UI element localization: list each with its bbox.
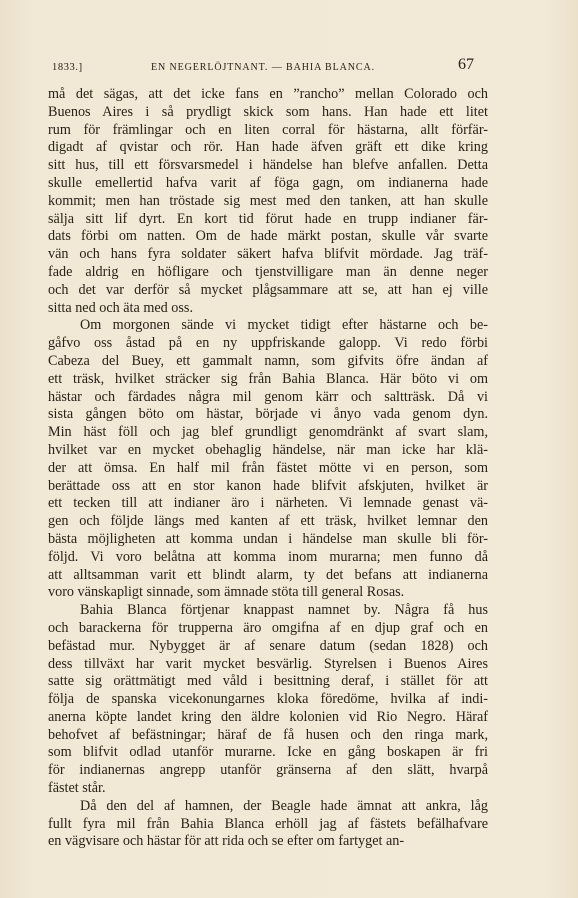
- text-line: fästet står.: [48, 780, 106, 797]
- text-line: rum för främlingar och en liten corral för hästarna, allt förfär-: [48, 121, 488, 138]
- text-line: vän och hans fyra soldater säkert hafva blifvit mördade. Jag träf-: [48, 246, 488, 263]
- text-line: fullt fyra mil från Bahia Blanca erhöll jag af fästets befälhafvare: [48, 815, 488, 832]
- text-line: skulle emellertid hafva varit af föga gagn, om indianerna hade: [48, 174, 488, 191]
- text-line: berättade oss att en stor kanon hade blifvit afskjuten, hvilket är: [48, 477, 488, 494]
- text-line: dess tillväxt har varit mycket besvärlig. Styrelsen i Buenos Aires: [48, 655, 488, 672]
- text-line: hästar och färdades några mil genom kärr och saltträsk. Då vi: [48, 388, 488, 405]
- text-line: följa de spanska vicekonungarnes kloka föredöme, hvilka af indi-: [48, 691, 488, 708]
- text-line: Cabeza del Buey, ett gammalt namn, som gifvits öfre ändan af: [48, 352, 488, 369]
- running-title: EN NEGERLÖJTNANT. — BAHIA BLANCA.: [151, 62, 375, 73]
- text-line: sitta ned och äta med oss.: [48, 299, 193, 316]
- page-number: 67: [458, 56, 474, 73]
- text-line: för indianernas angrepp utanför gränserna af den slätt, hvarpå: [48, 762, 488, 779]
- text-line: befästad mur. Nybygget är af senare datum (sedan 1828) och: [48, 637, 488, 654]
- text-line: behofvet af befästningar; häraf de få husen och den ringa mark,: [48, 726, 488, 743]
- text-line: som blifvit odlad utanför murarne. Icke en gång boskapen är fri: [48, 744, 488, 761]
- text-line: följd. Vi voro belåtna att komma inom murarna; men funno då: [48, 548, 488, 565]
- text-line: digadt af qvistar och rör. Han hade äfven gräft ett dike kring: [48, 139, 488, 156]
- text-line: Buenos Aires i så prydligt skick som hans. Han hade ett litet: [48, 103, 488, 120]
- text-line: der att ömsa. En half mil från fästet mötte vi en person, som: [48, 459, 488, 476]
- text-line: fade aldrig en höfligare och tjenstvilligare man än denne neger: [48, 263, 488, 280]
- text-line: må det sägas, att det icke fans en ”rancho” mellan Colorado och: [48, 86, 488, 102]
- text-line: och det var derför så mycket plågsammare att se, att han ej ville: [48, 281, 488, 298]
- text-line: bästa möjligheten att komma undan i händelse man skulle bli för-: [48, 530, 488, 547]
- text-line: ett tecken till att indianer äro i närheten. Vi lemnade genast vä-: [48, 495, 488, 512]
- paragraph: [48, 86, 488, 317]
- text-line: Då den del af hamnen, der Beagle hade ämnat att ankra, låg: [80, 797, 488, 814]
- text-line: att alltsamman varit ett blindt alarm, ty det befans att indianerna: [48, 566, 488, 583]
- text-line: dats förbi om natten. Om de hade märkt postan, skulle vår svarte: [48, 228, 488, 245]
- text-line: voro vänskapligt sinnade, som ämnade stöta till general Rosas.: [48, 584, 405, 601]
- text-line: Min häst föll och jag blef grundligt genomdränkt af svart slam,: [48, 424, 488, 441]
- text-line: Om morgonen sände vi mycket tidigt efter hästarne och be-: [80, 317, 488, 334]
- body-text: [48, 86, 488, 851]
- text-line: gen och följde längs med kanten af ett träsk, hvilket lemnar den: [48, 513, 488, 530]
- running-header: [52, 58, 474, 78]
- text-line: kommit; men han tröstade sig mest med den tanken, att han skulle: [48, 192, 488, 209]
- paragraph: [48, 602, 488, 798]
- text-line: Bahia Blanca förtjenar knappast namnet by. Några få hus: [80, 602, 488, 619]
- text-line: och barackerna för trupperna äro omgifna af en djup graf och en: [48, 619, 488, 636]
- text-line: anerna köpte landet kring den äldre kolonien vid Rio Negro. Häraf: [48, 708, 488, 725]
- paragraph: [48, 798, 488, 851]
- text-line: gåfvo oss åstad på en ny uppfriskande galopp. Vi redo förbi: [48, 335, 488, 352]
- paragraph: [48, 317, 488, 602]
- text-line: satte sig orättmätigt med våld i besittning deraf, i stället för att: [48, 673, 488, 690]
- text-line: en vägvisare och hästar för att rida och se efter om fartyget an-: [48, 833, 405, 850]
- text-line: ett träsk, hvilket sträcker sig från Bahia Blanca. Här böto vi om: [48, 370, 488, 387]
- text-line: sitt hus, till ett försvarsmedel i händelse han blefve anfallen. Detta: [48, 157, 488, 174]
- header-year: 1833.]: [52, 62, 83, 73]
- text-line: hvilket var en mycket obehaglig händelse, när man icke har klä-: [48, 441, 488, 458]
- text-line: sälja sitt lif dyrt. En kort tid förut hade en trupp indianer fär-: [48, 210, 488, 227]
- text-line: sista gången böto om hästar, började vi ånyo vada genom dyn.: [48, 406, 488, 423]
